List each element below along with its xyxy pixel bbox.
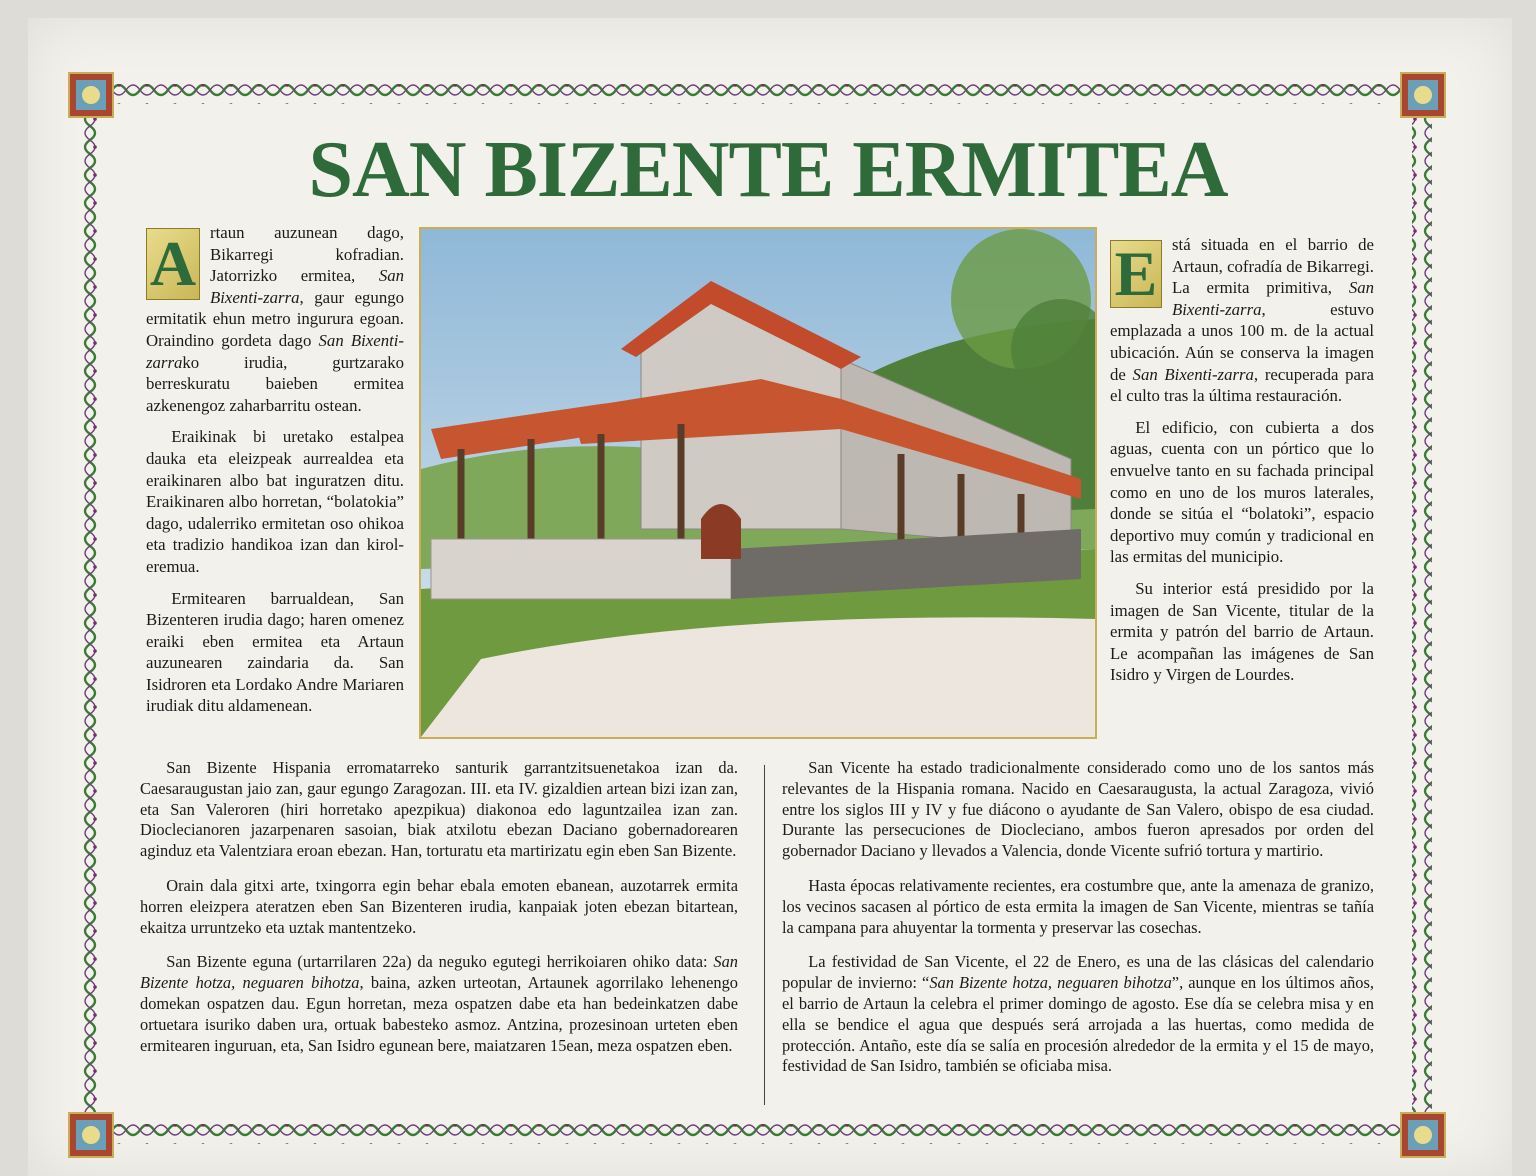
text-run: ”, aunque en los últimos años, el barrio de Artaun la celebra el primer domingo de agosto. Ese día se celebra misa y en ella se bendice el agua que después será arrojada a las huertas, como medida de protección. Antaño, este día se salía en procesión alrededor de la ermita y el 15 de mayo, festividad de San Isidro, también se oficiaba misa.: [782, 973, 1374, 1076]
column-divider: [764, 765, 765, 1105]
text-run: rtaun auzunean dago, Bikarregi kofradian. Jatorrizko ermitea,: [210, 223, 404, 286]
dropcap-a: A: [146, 228, 200, 300]
bottom-right-paragraph-3: [782, 952, 1374, 1077]
text-run: La festividad de San Vicente, el 22 de Enero, es una de las clásicas del calendario popular de invierno: “: [782, 952, 1374, 993]
text-run-italic: San Bixenti-zarra: [210, 266, 404, 307]
right-paragraph-1: [1110, 234, 1374, 407]
bottom-right-spanish: [782, 758, 1374, 1091]
text-run-italic: San Bixenti-zarra: [1172, 278, 1374, 319]
corner-ornament-bottom-right: [1400, 1112, 1446, 1158]
text-run: , estuvo emplazada a unos 100 m. de la actual ubicación. Aún se conserva la imagen de: [1110, 299, 1374, 384]
right-paragraph-3: Su interior está presidido por la imagen de San Vicente, titular de la ermita y patrón del barrio de Artaun. Le acompañan las imágenes de San Isidro y Virgen de Lourdes.: [1110, 578, 1374, 685]
bottom-right-paragraph-1: San Vicente ha estado tradicionalmente considerado como uno de los santos más relevantes de la Hispania romana. Nacido en Caesaraugusta, la actual Zaragoza, vivió entre los siglos III y IV y fue diácono o ayudante de San Valero, obispo de esa ciudad. Durante las persecuciones de Diocleciano, ambos fueron apresados por orden del gobernador Daciano y llevados a Valencia, donde Vicente sufrió tortura y martirio.: [782, 758, 1374, 861]
right-column-spanish: [1110, 234, 1374, 696]
text-run: , recuperada para el culto tras la última restauración.: [1110, 364, 1374, 406]
bottom-left-paragraph-1: San Bizente Hispania erromatarreko santurik garrantzitsuenetakoa izan da. Caesaraugustan jaio zan, gaur egungo Zaragozan. III. eta IV. gizaldien artean bizi izan zan, eta San Valeroren (hiri horretako apezpikua) diakonoa edo laguntzailea izan zan. Dioclecianoren jazarpenaren sasoian, biak atxilotu ebezan Daciano gobernadorearen aginduz eta Valentziara eroan ebezan. Han, torturatu eta martirizatu egin eben San Bizente.: [140, 758, 738, 861]
left-paragraph-2: Eraikinak bi uretako estalpea dauka eta eleizpeak aurrealdea eta eraikinaren albo bat inguratzen ditu. Eraikinaren albo horretan, “bolatokia” dago, udalerriko ermitetan oso ohikoa eta tradizio handikoa izan dan kirol-eremua.: [146, 427, 404, 576]
bottom-left-paragraph-3: [140, 952, 738, 1056]
text-run-italic: San Bixenti-zarra: [146, 330, 404, 372]
text-run: , gaur egungo ermitatik ehun metro ingurura egoan. Oraindino gordeta dago: [146, 287, 404, 350]
right-paragraph-2: El edificio, con cubierta a dos aguas, cuenta con un pórtico que lo envuelve tanto en su fachada principal como en uno de los muros laterales, donde se sitúa el “bolatoki”, espacio deportivo muy común y tradicional en las ermitas del municipio.: [1110, 417, 1374, 567]
left-paragraph-1: [146, 222, 404, 416]
corner-ornament-bottom-left: [68, 1112, 114, 1158]
text-run-italic: San Bizente hotza, neguaren bihotza: [929, 973, 1172, 993]
text-run: San Bizente eguna (urtarrilaren 22a) da neguko egutegi herrikoiaren ohiko data:: [166, 952, 714, 972]
left-column-basque: [146, 222, 404, 727]
page-title: SAN BIZENTE ERMITEA: [308, 126, 1228, 214]
corner-ornament-top-left: [68, 72, 114, 118]
text-run: stá situada en el barrio de Artaun, cofradía de Bikarregi. La ermita primitiva,: [1172, 235, 1374, 298]
dropcap-e: E: [1110, 240, 1162, 308]
text-run-italic: San Bizente hotza, neguaren bihotza: [140, 952, 738, 993]
bottom-left-paragraph-2: Orain dala gitxi arte, txingorra egin behar ebala emoten ebanean, auzotarrek ermita horren eleizpera ateratzen eben San Bizenteren irudia, kanpaiak joten ebezan bitartean, ekaitza urruntzeko eta uztak mantentzeko.: [140, 875, 738, 937]
hermitage-illustration: [419, 227, 1097, 739]
bottom-left-basque: [140, 758, 738, 1070]
left-paragraph-3: Ermitearen barrualdean, San Bizenteren irudia dago; haren omenez eraiki eben ermitea eta Artaun auzunearen zaindaria da. San Isidroren eta Lordako Andre Mariaren irudiak ditu aldamenean.: [146, 588, 404, 716]
corner-ornament-top-right: [1400, 72, 1446, 118]
text-run-italic: San Bixenti-zarra: [1132, 364, 1254, 384]
bottom-right-paragraph-2: Hasta épocas relativamente recientes, era costumbre que, ante la amenaza de granizo, los vecinos sacasen al pórtico de esta ermita la imagen de San Vicente, mientras se tañía la campana para ahuyentar la tormenta y preservar las cosechas.: [782, 875, 1374, 937]
text-run: , baina, azken urteotan, Artaunek agorrilako lehenengo domekan ospatzen dau. Egun horretan, meza ospatzen dabe eta han bedeinkatzen dabe ortuetara isuriko daben ura, ortuak babesteko asmoz. Antzina, prozesinoan urteten eben ermitearen inguruan, eta, San Isidro egunean bere, maiatzaren 15ean, meza ospatzen eben.: [140, 973, 738, 1055]
text-run: ko irudia, gurtzarako berreskuratu baieben ermitea azkenengoz zaharbarritu ostean.: [146, 352, 404, 415]
hermitage-painting: [421, 229, 1095, 737]
